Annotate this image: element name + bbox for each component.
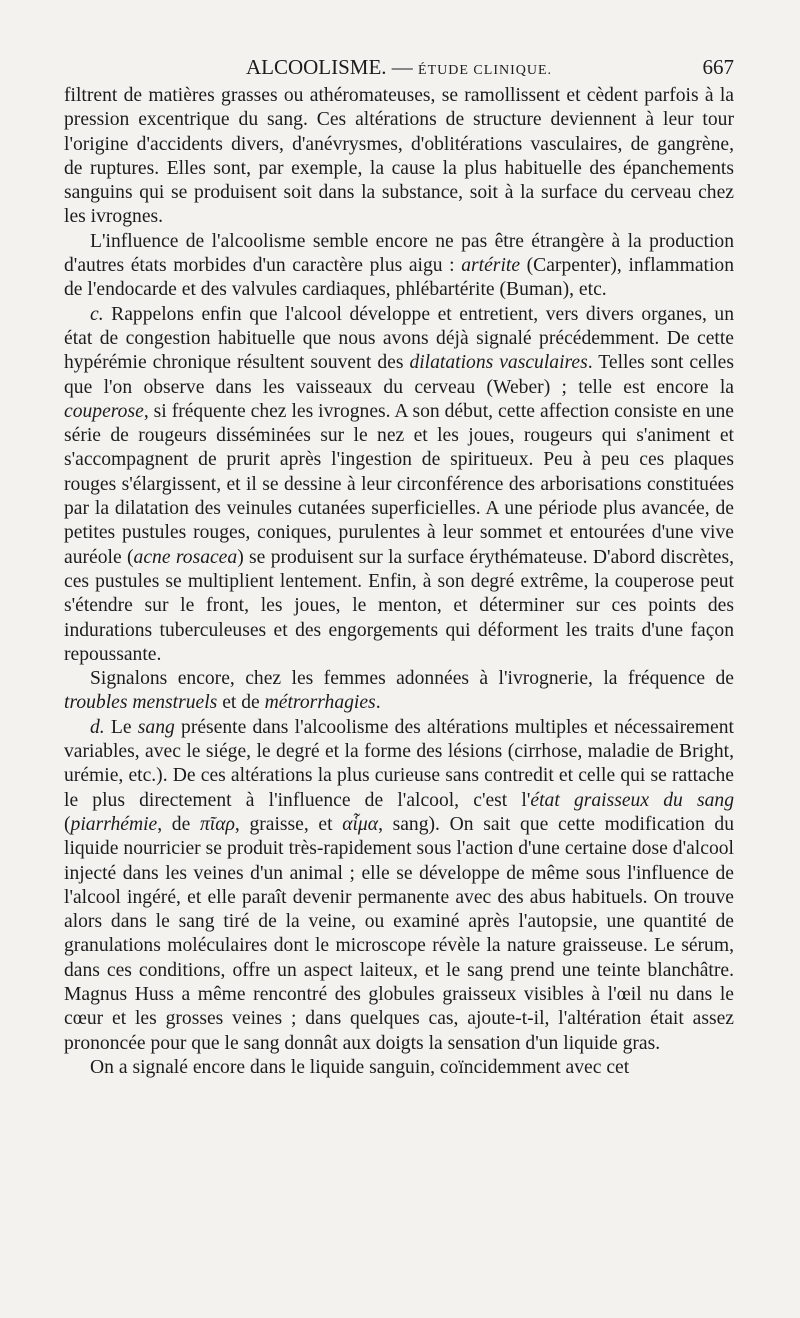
page-body [64,84,734,1080]
paragraph-6: On a signalé encore dans le liquide sanguin, coïncidemment avec cet [90,1056,630,1078]
section-label-d: d. [90,716,105,738]
greek-haima: αἷμα [342,813,379,835]
page-number: 667 [702,55,734,79]
paragraph-1: filtrent de matières grasses ou athéromateuses, se ramollissent et cèdent parfois à la pression excentrique du sang. Ces altérations de structure deviennent à leur tour l'origine d'accidents divers, d'anévrysmes, d'oblitérations vasculaires, de gangrène, de ruptures. Elles sont, par exemple, la cause la plus habituelle des épanchements sanguins qui se produisent soit dans la substance, soit à la surface du cerveau chez les ivrognes. [64,85,734,228]
paragraph-3: c. Rappelons enfin que l'alcool développe et entretient, vers divers organes, un état de congestion habituelle que nous avons déjà signalé précédemment. De cette hypérémie chronique résultent souvent des dilatations vasculaires. Telles sont celles que l'on observe dans les vaisseaux du cerveau (Weber) ; telle est encore la couperose, si fréquente chez les ivrognes. A son début, cette affection consiste en une série de rougeurs disséminées sur le nez et les joues, rougeurs qui s'animent et s'accompagnent de prurit après l'ingestion de spiritueux. Peu à peu ces plaques rouges s'élargissent, et il se dessine à leur circonférence des arborisations constituées par la dilatation des veinules cutanées superficielles. A une période plus avancée, de petites pustules rouges, coniques, purulentes à leur sommet et entourées d'une vive auréole (acne rosacea) se produisent sur la surface érythémateuse. D'abord discrètes, ces pustules se multiplient lentement. Enfin, à son degré extrême, la couperose peut s'étendre sur le front, les joues, le menton, et déterminer sur ces points des indurations tuberculeuses et des engorgements qui déforment les traits d'une façon repoussante. [64,303,734,665]
greek-piar: πῖαρ [199,813,235,835]
running-title-sub: ÉTUDE CLINIQUE. [418,63,553,78]
term-troubles-menstruels: troubles menstruels [64,692,218,714]
running-title-dash: — [386,55,419,79]
running-title-main: ALCOOLISME. [245,55,387,79]
paragraph-2: L'influence de l'alcoolisme semble encore ne pas être étrangère à la production d'autres états morbides d'un caractère plus aigu : artérite (Carpenter), inflammation de l'endocarde et des valvules cardiaques, phlébartérite (Buman), etc. [64,230,735,301]
paragraph-5: d. Le sang présente dans l'alcoolisme des altérations multiples et nécessairement variables, avec le siége, le degré et la forme des lésions (cirrhose, maladie de Bright, urémie, etc.). De ces altérations la plus curieuse sans contredit et celle qui se rattache le plus directement à l'influence de l'alcool, c'est l'état graisseux du sang (piarrhémie, de πῖαρ, graisse, et αἷμα, sang). On sait que cette modification du liquide nourricier se produit très-rapidement sous l'action d'une certaine dose d'alcool injecté dans les veines d'un animal ; elle se développe de même sous l'influence de l'alcool ingéré, et elle paraît devenir permanente avec des abus habituels. On trouve alors dans le sang tiré de la veine, ou examiné après l'autopsie, une quantité de granulations moléculaires dont le microscope révèle la nature graisseuse. Le sérum, dans ces conditions, offre un aspect laiteux, et le sang prend une teinte blanchâtre. Magnus Huss a même rencontré des globules graisseux visibles à l'œil nu dans le cœur et les grosses veines ; dans quelques cas, ajoute-t-il, l'altération était assez prononcée pour que le sang donnât aux doigts la sensation d'un liquide gras. [64,716,734,1054]
term-arterite: artérite [461,255,521,277]
term-piarrhemie: piarrhémie [70,813,158,835]
paragraph-4: Signalons encore, chez les femmes adonnées à l'ivrognerie, la fréquence de troubles menstruels et de métrorrhagies. [64,668,734,714]
term-etat-graisseux: état graisseux du sang [530,789,734,811]
running-title [64,52,734,86]
term-dilatations: dilatations vasculaires [409,352,588,374]
section-label-c: c. [90,303,104,325]
term-couperose: couperose [64,400,144,422]
term-acne-rosacea: acne rosacea [133,546,238,568]
term-metrorrhagies: métrorrhagies [264,692,376,714]
running-header [64,52,734,82]
term-sang: sang [137,716,175,738]
